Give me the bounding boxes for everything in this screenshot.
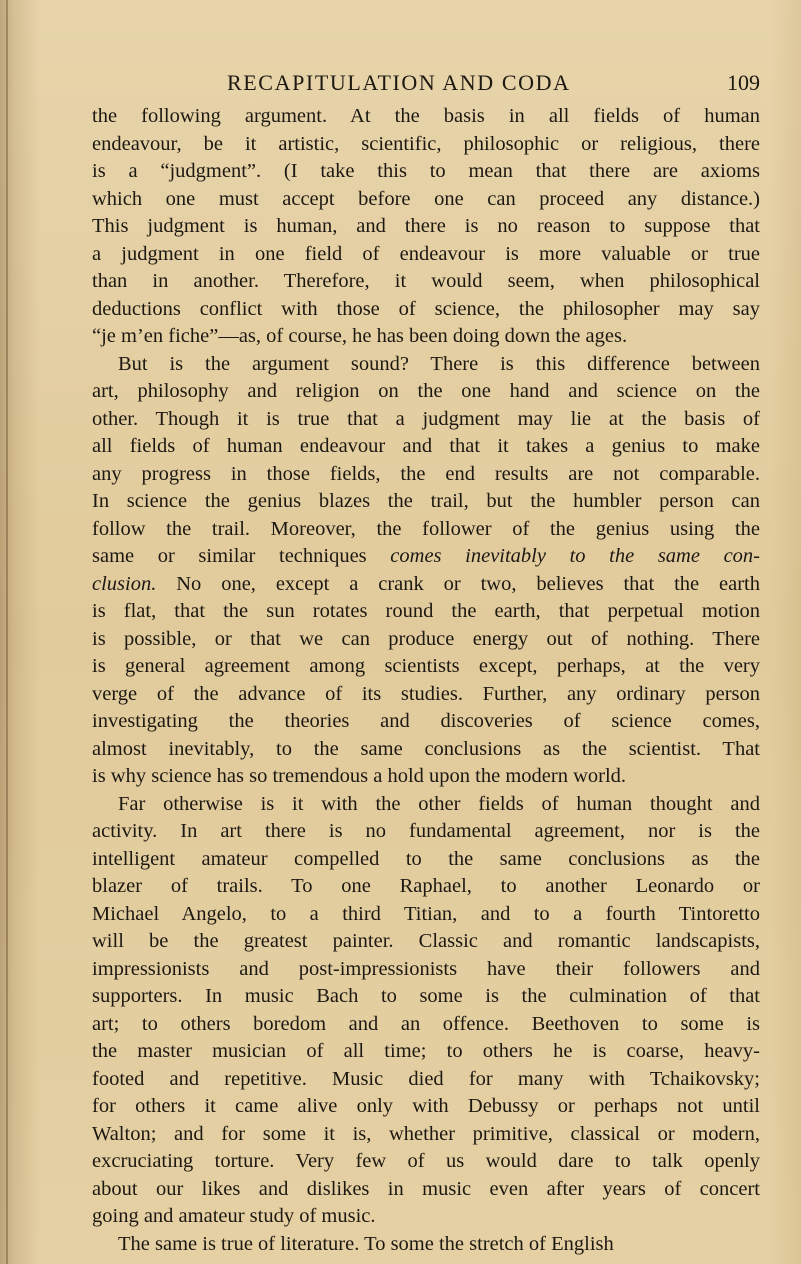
text-line-26: Far otherwise is it with the other fields of human thought and — [118, 792, 760, 815]
text-line-17-italic: comes inevitably to the same con- — [390, 545, 761, 567]
text-line-22: verge of the advance of its studies. Further, any ordinary person — [92, 682, 760, 705]
text-line-8: deductions conflict with those of science, the philosopher may say — [92, 297, 760, 320]
text-line-35: the master musician of all time; to others he is coarse, heavy- — [92, 1040, 760, 1062]
text-line-1: the following argument. At the basis in all fields of human — [92, 105, 760, 127]
text-line-4: which one must accept before one can proceed any distance.) — [92, 187, 760, 210]
text-line-20: is possible, or that we can produce energy out of nothing. There — [92, 627, 760, 650]
text-line-41: going and amateur study of music. — [92, 1205, 376, 1227]
text-line-3: is a “judgment”. (I take this to mean that there are axioms — [92, 160, 760, 182]
text-line-15: In science the genius blazes the trail, but the humbler person can — [92, 490, 760, 512]
text-line-12: other. Though it is true that a judgment may lie at the basis of — [92, 407, 760, 430]
text-line-16: follow the trail. Moreover, the follower of the genius using the — [92, 517, 760, 540]
text-line-34: art; to others boredom and an offence. Beethoven to some is — [92, 1012, 760, 1035]
text-line-27: activity. In art there is no fundamental agreement, nor is the — [92, 820, 760, 842]
text-line-17 — [92, 543, 760, 571]
text-line-18-italic: clusion. — [92, 572, 157, 595]
text-line-9: “je m’en fiche”—as, of course, he has been doing down the ages. — [92, 325, 628, 347]
text-line-31: will be the greatest painter. Classic and romantic landscapists, — [92, 930, 760, 952]
running-title: RECAPITULATION AND CODA — [227, 70, 571, 95]
text-line-18 — [92, 571, 760, 599]
text-line-7: than in another. Therefore, it would seem, when philosophical — [92, 270, 760, 292]
text-line-30: Michael Angelo, to a third Titian, and to a fourth Tintoretto — [92, 902, 760, 925]
page-gutter-edge — [6, 0, 8, 1264]
text-line-25: is why science has so tremendous a hold upon the modern world. — [92, 765, 627, 787]
text-line-6: a judgment in one field of endeavour is more valuable or true — [92, 242, 760, 265]
text-line-37: for others it came alive only with Debussy or perhaps not until — [92, 1095, 760, 1117]
text-line-17-roman: same or similar techniques — [92, 545, 367, 567]
text-line-13: all fields of human endeavour and that it takes a genius to make — [92, 435, 760, 457]
text-line-38: Walton; and for some it is, whether primitive, classical or modern, — [92, 1122, 760, 1145]
text-line-18-roman: No one, except a crank or two, believes that the earth — [176, 572, 761, 595]
body-text — [92, 103, 760, 1258]
text-line-39: excruciating torture. Very few of us would dare to talk openly — [92, 1150, 760, 1172]
text-line-32: impressionists and post-impressionists have their followers and — [92, 957, 760, 980]
text-line-21: is general agreement among scientists except, perhaps, at the very — [92, 655, 760, 677]
page-number: 109 — [727, 70, 760, 95]
text-line-5: This judgment is human, and there is no reason to suppose that — [92, 215, 760, 237]
text-line-2: endeavour, be it artistic, scientific, philosophic or religious, there — [92, 132, 760, 155]
text-line-29: blazer of trails. To one Raphael, to another Leonardo or — [92, 875, 760, 897]
text-line-40: about our likes and dislikes in music even after years of concert — [92, 1177, 760, 1200]
text-line-42: The same is true of literature. To some the stretch of English — [118, 1232, 614, 1255]
text-line-23: investigating the theories and discoveries of science comes, — [92, 710, 760, 732]
text-line-19: is flat, that the sun rotates round the earth, that perpetual motion — [92, 600, 760, 622]
text-line-36: footed and repetitive. Music died for many with Tchaikovsky; — [92, 1067, 760, 1090]
text-line-28: intelligent amateur compelled to the same conclusions as the — [92, 847, 760, 870]
text-line-33: supporters. In music Bach to some is the culmination of that — [92, 985, 760, 1007]
text-line-14: any progress in those fields, the end results are not comparable. — [92, 462, 760, 485]
text-line-10: But is the argument sound? There is this difference between — [118, 352, 760, 375]
text-line-11: art, philosophy and religion on the one hand and science on the — [92, 380, 760, 402]
running-head — [0, 68, 801, 98]
text-line-24: almost inevitably, to the same conclusions as the scientist. That — [92, 737, 760, 760]
